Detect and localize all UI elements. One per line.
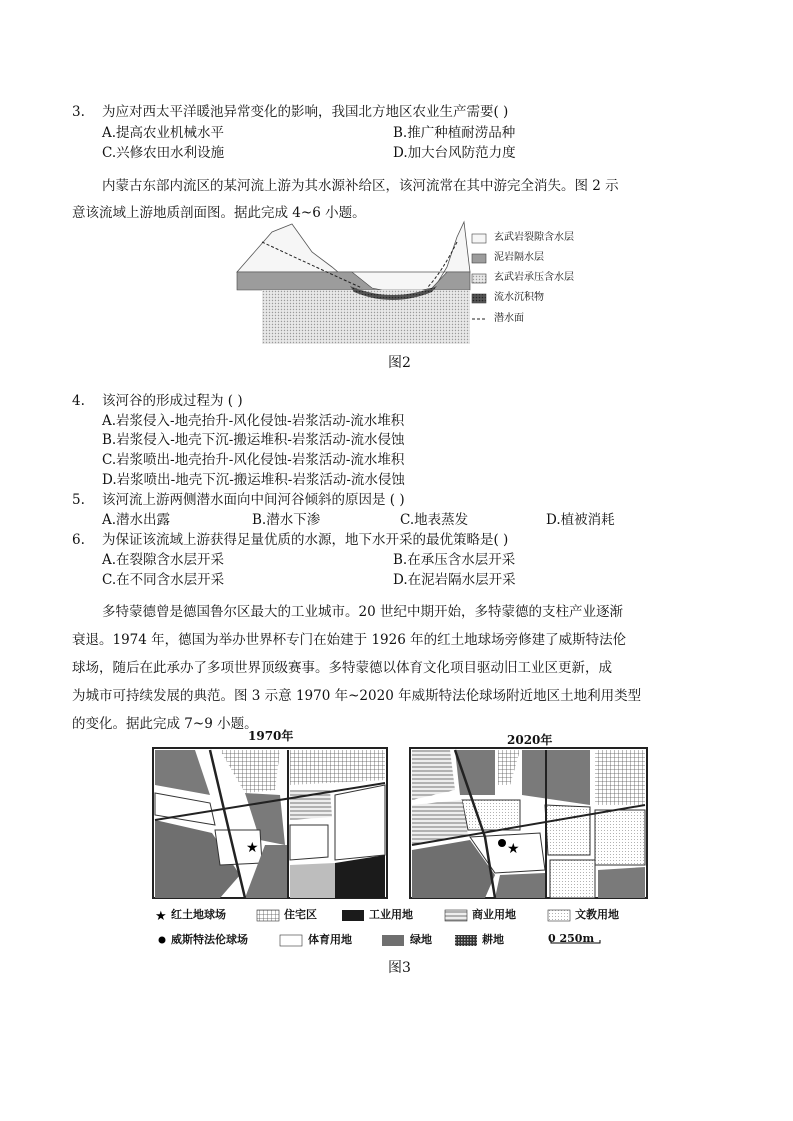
legend-farmland: 耕地 <box>482 933 504 946</box>
q4-option-b: B.岩浆侵入-地壳下沉-搬运堆积-岩浆活动-流水侵蚀 <box>102 432 405 448</box>
figure2-legend <box>472 234 487 319</box>
q6-stem: 为保证该流域上游获得足量优质的水源，地下水开采的最优策略是( ) <box>102 532 509 548</box>
q3-option-d: D.加大台风防范力度 <box>393 145 516 161</box>
intro3-line2: 衰退。1974 年，德国为举办世界杯专门在始建于 1926 年的红土地球场旁修建了威斯特法伦 <box>72 632 627 648</box>
intro2-line1: 内蒙古东部内流区的某河流上游为其水源补给区，该河流常在其中游完全消失。图 2 示 <box>102 178 619 194</box>
q6-number: 6. <box>72 532 85 548</box>
q5-option-a: A.潜水出露 <box>102 512 171 528</box>
svg-text:★: ★ <box>507 841 520 857</box>
map-1970 <box>153 748 387 898</box>
q4-stem: 该河谷的形成过程为 ( ) <box>102 393 243 409</box>
intro3-line5: 的变化。据此完成 7~9 小题。 <box>72 716 258 732</box>
legend-industrial: 工业用地 <box>369 908 413 921</box>
q3-stem: 为应对西太平洋暖池异常变化的影响，我国北方地区农业生产需要( ) <box>102 104 509 120</box>
legend-sports: 体育用地 <box>308 933 352 946</box>
legend-fissure-aquifer: 玄武岩裂隙含水层 <box>494 232 574 243</box>
q6-option-d: D.在泥岩隔水层开采 <box>393 572 516 588</box>
q6-option-c: C.在不同含水层开采 <box>102 572 225 588</box>
figure2-caption: 图2 <box>388 355 411 371</box>
q5-stem: 该河流上游两侧潜水面向中间河谷倾斜的原因是 ( ) <box>102 492 405 508</box>
q4-option-a: A.岩浆侵入-地壳抬升-风化侵蚀-岩浆活动-流水堆积 <box>102 413 405 429</box>
intro2-line2: 意该流域上游地质剖面图。据此完成 4~6 小题。 <box>72 205 366 221</box>
legend-residential: 住宅区 <box>284 908 317 921</box>
legend-confined-aquifer: 玄武岩承压含水层 <box>494 272 574 283</box>
q6-option-b: B.在承压含水层开采 <box>393 552 516 568</box>
q5-option-c: C.地表蒸发 <box>400 512 469 528</box>
map-2020-title: 2020年 <box>507 733 553 747</box>
legend-education: 文教用地 <box>575 908 619 921</box>
land-use-maps <box>150 745 650 901</box>
legend-water-table: 潜水面 <box>494 313 524 324</box>
q5-option-b: B.潜水下渗 <box>252 512 321 528</box>
q3-option-c: C.兴修农田水利设施 <box>102 145 225 161</box>
map-1970-title: 1970年 <box>248 729 294 743</box>
figure3-caption: 图3 <box>388 960 411 976</box>
q5-number: 5. <box>72 492 85 508</box>
legend-red-earth-stadium: 红土地球场 <box>171 908 226 921</box>
legend-westfalen-stadium: 威斯特法伦球场 <box>171 933 248 946</box>
profile-cross-section <box>237 222 470 344</box>
intro3-line3: 球场，随后在此承办了多项世界顶级赛事。多特蒙德以体育文化项目驱动旧工业区更新，成 <box>72 660 612 676</box>
legend-green-space: 绿地 <box>410 933 432 946</box>
svg-text:★: ★ <box>246 840 259 856</box>
q6-option-a: A.在裂隙含水层开采 <box>102 552 225 568</box>
intro3-line1: 多特蒙德曾是德国鲁尔区最大的工业城市。20 世纪中期开始，多特蒙德的支柱产业逐渐 <box>102 604 623 620</box>
q3-option-a: A.提高农业机械水平 <box>102 125 225 141</box>
q4-number: 4. <box>72 393 85 409</box>
q5-option-d: D.植被消耗 <box>546 512 615 528</box>
q4-option-c: C.岩浆喷出-地壳抬升-风化侵蚀-岩浆活动-流水堆积 <box>102 452 405 468</box>
q3-option-b: B.推广种植耐涝品种 <box>393 125 516 141</box>
svg-text:★: ★ <box>155 909 167 924</box>
scale-bar-label: 0 250m <box>548 932 595 945</box>
q4-option-d: D.岩浆喷出-地壳下沉-搬运堆积-岩浆活动-流水侵蚀 <box>102 472 405 488</box>
map-2020 <box>410 748 647 898</box>
q3-number: 3. <box>72 104 85 120</box>
legend-mudstone: 泥岩隔水层 <box>494 252 544 263</box>
legend-river-deposits: 流水沉积物 <box>494 292 544 303</box>
intro3-line4: 为城市可持续发展的典范。图 3 示意 1970 年~2020 年威斯特法伦球场附近地区土地利用类型 <box>72 688 642 704</box>
legend-commercial: 商业用地 <box>472 908 516 921</box>
